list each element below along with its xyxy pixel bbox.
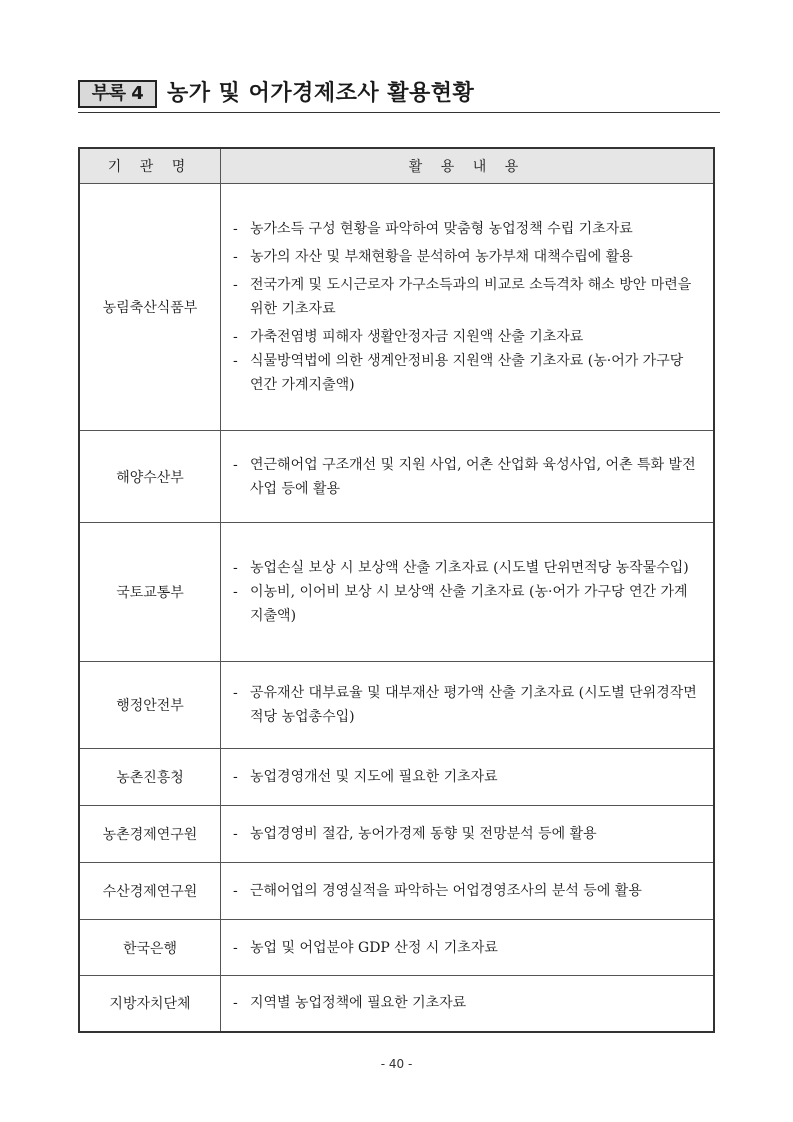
usage-item: - 연근해어업 구조개선 및 지원 사업, 어촌 산업화 육성사업, 어촌 특화 발전사업 등에 활용	[233, 453, 701, 501]
org-name: 농림축산식품부	[79, 184, 221, 431]
usage-item: - 근해어업의 경영실적을 파악하는 어업경영조사의 분석 등에 활용	[233, 879, 701, 903]
usage-content	[221, 976, 715, 1032]
usage-content	[221, 806, 715, 863]
usage-item: - 이농비, 이어비 보상 시 보상액 산출 기초자료 (농·어가 가구당 연간 가계지출액)	[233, 580, 701, 628]
column-header-content: 활 용 내 용	[221, 148, 715, 184]
page-title: 농가 및 어가경제조사 활용현황	[167, 81, 475, 106]
usage-content	[221, 523, 715, 662]
column-header-org: 기 관 명	[79, 148, 221, 184]
usage-table	[78, 147, 715, 1033]
table-row	[79, 749, 714, 806]
table-row	[79, 976, 714, 1032]
usage-item: - 식물방역법에 의한 생계안정비용 지원액 산출 기초자료 (농·어가 가구당 연간 가계지출액)	[233, 349, 701, 397]
usage-item: - 농업경영비 절감, 농어가경제 동향 및 전망분석 등에 활용	[233, 822, 701, 846]
usage-item: - 공유재산 대부료율 및 대부재산 평가액 산출 기초자료 (시도별 단위경작면적당 농업총수입)	[233, 681, 701, 729]
table-row	[79, 662, 714, 749]
org-name: 행정안전부	[79, 662, 221, 749]
usage-content	[221, 749, 715, 806]
table-header-row	[79, 148, 714, 184]
usage-content	[221, 431, 715, 523]
table-row	[79, 523, 714, 662]
org-name: 농촌진흥청	[79, 749, 221, 806]
table-row	[79, 806, 714, 863]
org-name: 농촌경제연구원	[79, 806, 221, 863]
table-row	[79, 184, 714, 431]
usage-item: - 농업손실 보상 시 보상액 산출 기초자료 (시도별 단위면적당 농작물수입)	[233, 556, 701, 580]
usage-content	[221, 662, 715, 749]
usage-item: - 지역별 농업정책에 필요한 기초자료	[233, 991, 701, 1015]
org-name: 수산경제연구원	[79, 863, 221, 920]
usage-item: - 농업 및 어업분야 GDP 산정 시 기초자료	[233, 936, 701, 960]
usage-item: - 농가소득 구성 현황을 파악하여 맞춤형 농업정책 수립 기초자료	[233, 217, 701, 241]
usage-content	[221, 920, 715, 976]
usage-item: - 농가의 자산 및 부채현황을 분석하여 농가부채 대책수립에 활용	[233, 245, 701, 269]
table-row	[79, 431, 714, 523]
org-name: 해양수산부	[79, 431, 221, 523]
table-row	[79, 863, 714, 920]
org-name: 국토교통부	[79, 523, 221, 662]
usage-item: - 가축전염병 피해자 생활안정자금 지원액 산출 기초자료	[233, 325, 701, 349]
usage-item: - 농업경영개선 및 지도에 필요한 기초자료	[233, 765, 701, 789]
page-number: - 40 -	[380, 1057, 413, 1071]
org-name: 한국은행	[79, 920, 221, 976]
page-header	[78, 78, 720, 113]
org-name: 지방자치단체	[79, 976, 221, 1032]
appendix-label: 부록 4	[78, 80, 157, 108]
usage-content	[221, 863, 715, 920]
usage-item: - 전국가계 및 도시근로자 가구소득과의 비교로 소득격차 해소 방안 마련을 위한 기초자료	[233, 273, 701, 321]
usage-content	[221, 184, 715, 431]
table-row	[79, 920, 714, 976]
